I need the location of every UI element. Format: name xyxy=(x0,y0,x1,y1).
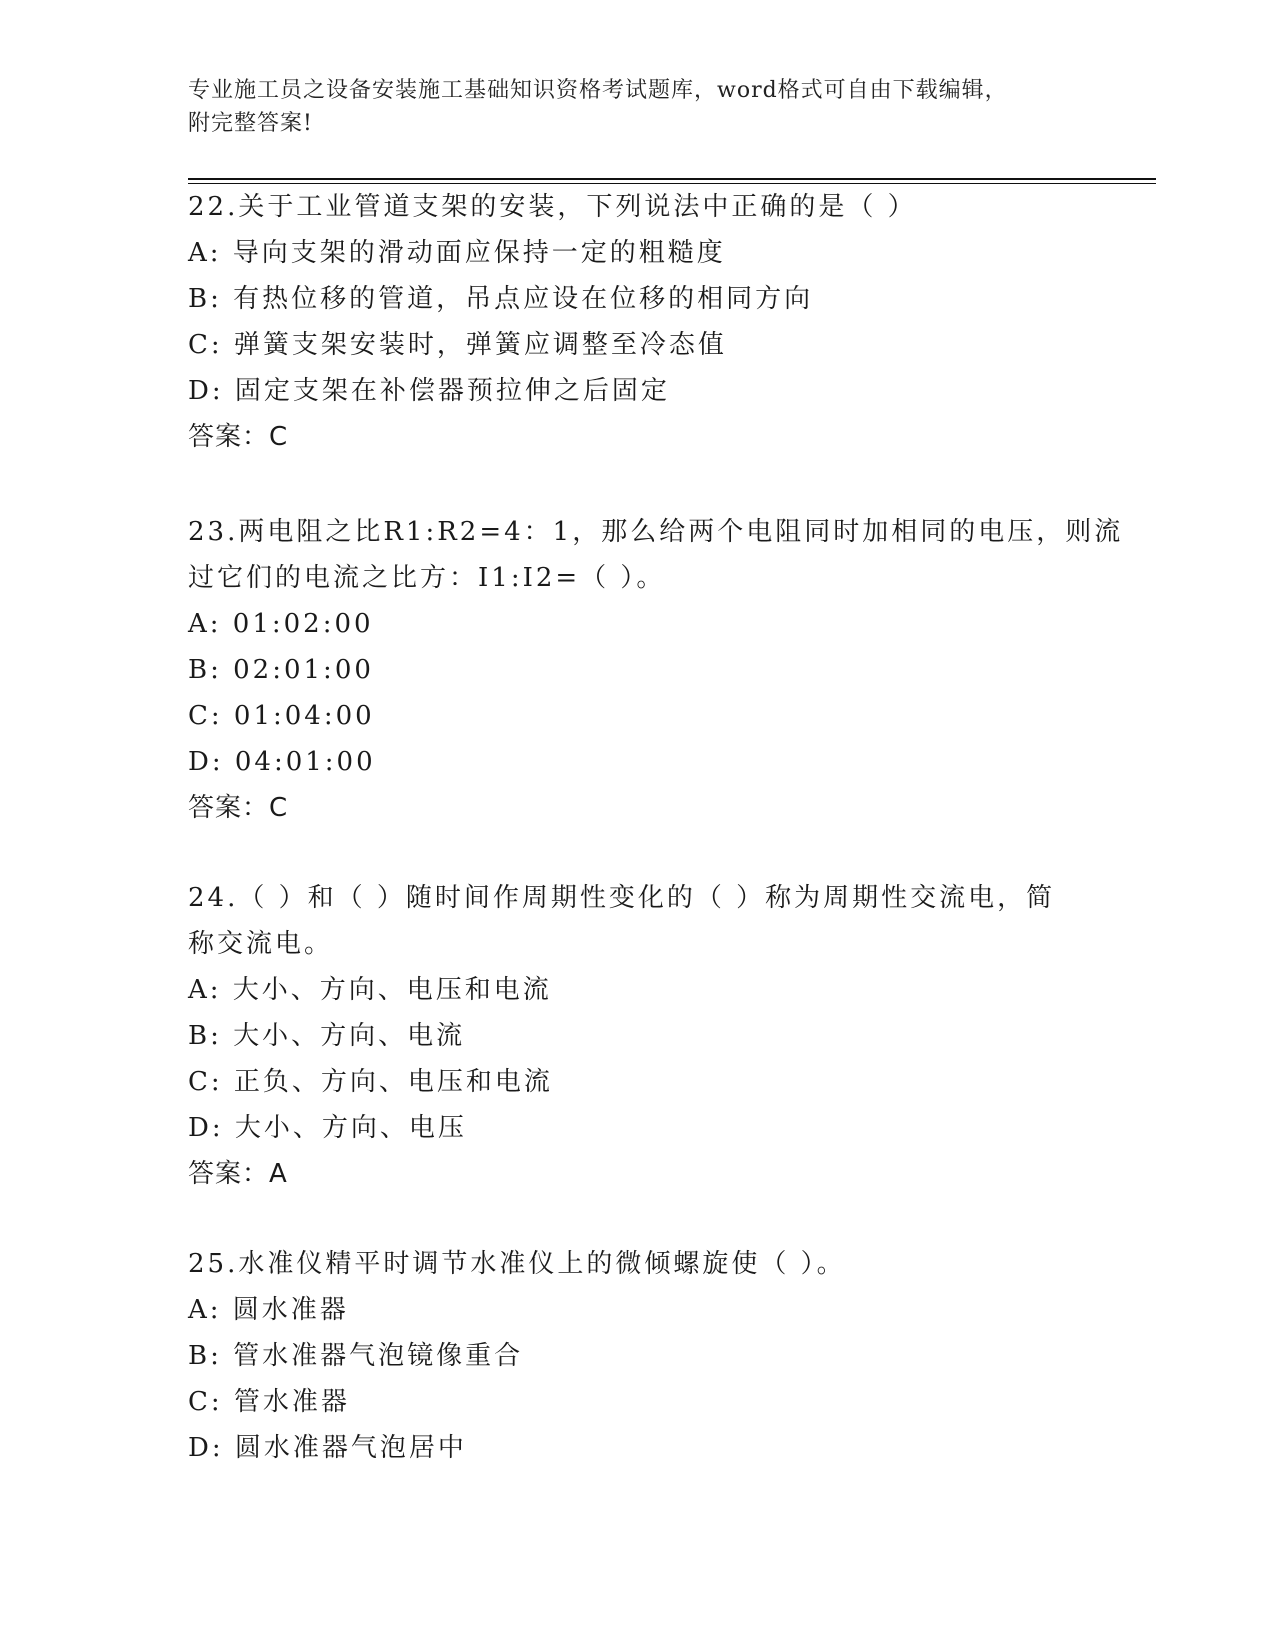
option-c: C: 弹簧支架安装时，弹簧应调整至冷态值 xyxy=(188,330,727,360)
option-a: A: 圆水准器 xyxy=(188,1295,349,1325)
option-b: B: 02:01:00 xyxy=(188,655,374,685)
option-c: C: 01:04:00 xyxy=(188,701,375,731)
header-line-1: 专业施工员之设备安装施工基础知识资格考试题库，word格式可自由下载编辑， xyxy=(188,78,1008,103)
question-stem-continued: 过它们的电流之比方：I1:I2=（ ）。 xyxy=(188,563,666,593)
option-b: B: 大小、方向、电流 xyxy=(188,1021,466,1051)
question-stem: 23.两电阻之比R1:R2=4：1，那么给两个电阻同时加相同的电压，则流 xyxy=(188,517,1124,547)
question-24 xyxy=(188,875,1088,1197)
option-a: A: 大小、方向、电压和电流 xyxy=(188,975,552,1005)
header-line-2: 附完整答案! xyxy=(188,111,313,136)
answer: 答案：A xyxy=(188,1159,288,1189)
option-d: D: 大小、方向、电压 xyxy=(188,1113,467,1143)
question-22 xyxy=(188,184,1088,460)
option-d: D: 固定支架在补偿器预拉伸之后固定 xyxy=(188,376,670,406)
option-a: A: 01:02:00 xyxy=(188,609,374,639)
option-c: C: 管水准器 xyxy=(188,1387,350,1417)
header-divider-thick xyxy=(188,178,1156,180)
document-header xyxy=(188,74,1088,140)
option-c: C: 正负、方向、电压和电流 xyxy=(188,1067,553,1097)
question-stem: 22.关于工业管道支架的安装，下列说法中正确的是（ ） xyxy=(188,192,917,222)
option-b: B: 管水准器气泡镜像重合 xyxy=(188,1341,524,1371)
question-stem: 25.水准仪精平时调节水准仪上的微倾螺旋使（ ）。 xyxy=(188,1249,846,1279)
option-b: B: 有热位移的管道，吊点应设在位移的相同方向 xyxy=(188,284,814,314)
question-stem-continued: 称交流电。 xyxy=(188,929,334,959)
option-a: A: 导向支架的滑动面应保持一定的粗糙度 xyxy=(188,238,726,268)
question-25 xyxy=(188,1241,1088,1471)
question-stem: 24.（ ）和（ ）随时间作周期性变化的（ ）称为周期性交流电，简 xyxy=(188,883,1056,913)
question-23 xyxy=(188,509,1124,831)
option-d: D: 圆水准器气泡居中 xyxy=(188,1433,467,1463)
answer: 答案：C xyxy=(188,793,289,823)
answer: 答案：C xyxy=(188,422,289,452)
option-d: D: 04:01:00 xyxy=(188,747,376,777)
